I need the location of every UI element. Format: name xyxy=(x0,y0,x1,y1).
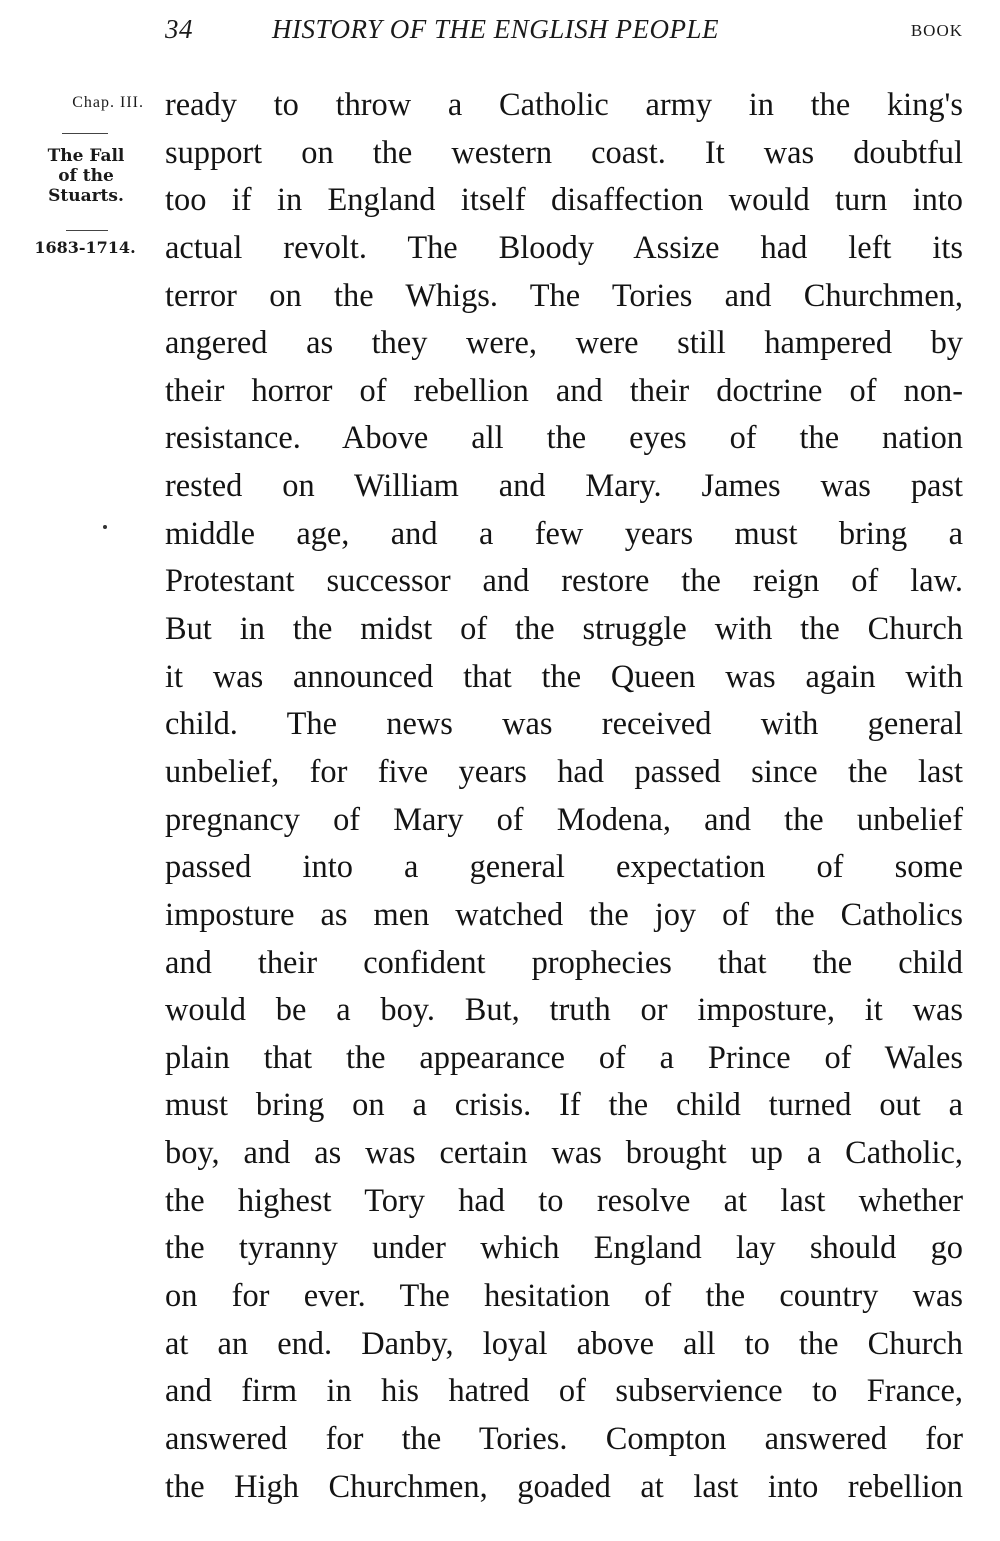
margin-divider xyxy=(62,133,108,134)
text-line: answered for the Tories. Compton answered for xyxy=(165,1420,963,1457)
section-title-line: Stuarts. xyxy=(48,186,124,206)
section-title xyxy=(26,146,146,206)
text-line: their horror of rebellion and their doctrine of non- xyxy=(165,372,963,409)
text-line: the highest Tory had to resolve at last whether xyxy=(165,1182,963,1219)
text-line: boy, and as was certain was brought up a Catholic, xyxy=(165,1135,963,1172)
text-line: But in the midst of the struggle with the Church xyxy=(165,611,963,648)
text-line: angered as they were, were still hampered by xyxy=(165,325,963,362)
text-line: the tyranny under which England lay should go xyxy=(165,1230,963,1267)
text-line: plain that the appearance of a Prince of Wales xyxy=(165,1039,963,1076)
section-title-line: The Fall xyxy=(47,146,125,166)
text-line: middle age, and a few years must bring a xyxy=(165,515,963,552)
text-line: terror on the Whigs. The Tories and Churchmen, xyxy=(165,277,963,314)
text-line: passed into a general expectation of some xyxy=(165,849,963,886)
page-number: 34 xyxy=(165,14,193,44)
text-line: rested on William and Mary. James was past xyxy=(165,468,963,505)
text-line: child. The news was received with general xyxy=(165,706,963,743)
page-header xyxy=(165,14,963,50)
section-title-line: of the xyxy=(58,166,114,186)
text-line: would be a boy. But, truth or imposture, it was xyxy=(165,992,963,1029)
text-line: and their confident prophecies that the child xyxy=(165,944,963,981)
text-line: and firm in his hatred of subservience to France, xyxy=(165,1373,963,1410)
text-line: imposture as men watched the joy of the Catholics xyxy=(165,896,963,933)
body-text xyxy=(165,82,963,1511)
text-line: ready to throw a Catholic army in the king's xyxy=(165,87,963,123)
text-line: actual revolt. The Bloody Assize had left its xyxy=(165,229,963,266)
text-line: pregnancy of Mary of Modena, and the unbelief xyxy=(165,801,963,838)
text-line: support on the western coast. It was doubtful xyxy=(165,134,963,171)
text-line: at an end. Danby, loyal above all to the Church xyxy=(165,1325,963,1362)
text-line: on for ever. The hesitation of the country was xyxy=(165,1278,963,1315)
book-label: BOOK xyxy=(910,21,963,40)
text-line: too if in England itself disaffection would turn into xyxy=(165,182,963,219)
running-title: HISTORY OF THE ENGLISH PEOPLE xyxy=(272,14,720,44)
text-line: must bring on a crisis. If the child turned out a xyxy=(165,1087,963,1124)
margin-divider xyxy=(66,230,108,231)
date-range: 1683-1714. xyxy=(34,238,136,257)
text-line: it was announced that the Queen was again with xyxy=(165,658,963,695)
chapter-label: Chap. III. xyxy=(72,94,144,111)
text-line: the High Churchmen, goaded at last into rebellion xyxy=(165,1468,963,1505)
text-line: Protestant successor and restore the reign of law. xyxy=(165,563,963,600)
margin-dot xyxy=(103,525,107,529)
text-line: resistance. Above all the eyes of the nation xyxy=(165,420,963,457)
text-line: unbelief, for five years had passed since the last xyxy=(165,753,963,790)
